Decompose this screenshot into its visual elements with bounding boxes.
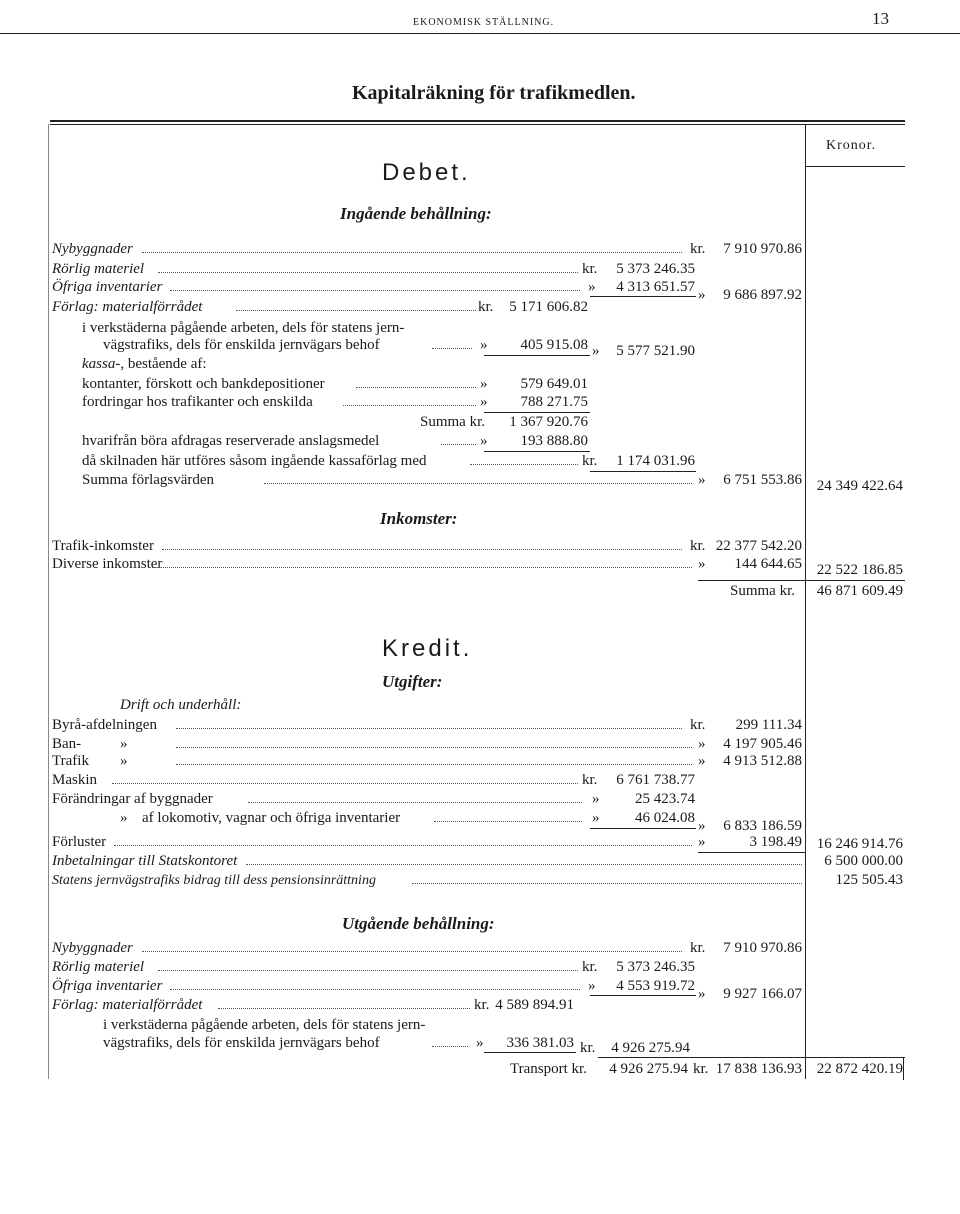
kr-mark: kr. [478, 299, 494, 315]
leader-dots [170, 290, 580, 291]
leader-dots [176, 747, 692, 748]
kr-mark: kr. [693, 1061, 709, 1077]
right-border-tick [903, 1058, 904, 1080]
row-label-byra: Byrå-afdelningen [52, 717, 157, 733]
value-summa-forlag: 6 751 553.86 [723, 472, 802, 488]
row-label-hvarifran: hvarifrån böra afdragas reserverade anslagsmedel [82, 433, 380, 449]
leader-dots [114, 845, 692, 846]
row-label-ban: Ban- [52, 736, 82, 752]
verkstader-text-1: i verkstäderna pågående arbeten, dels för statens jern- [103, 1017, 426, 1033]
sum-rule [590, 995, 696, 996]
leader-dots [248, 802, 582, 803]
transport-rule [598, 1057, 905, 1058]
value-verkstader: 336 381.03 [506, 1035, 574, 1051]
sum-rule [590, 296, 696, 297]
value-maskin-total: 6 833 186.59 [723, 818, 802, 834]
value-hvarifran: 193 888.80 [520, 433, 588, 449]
page-title: Kapitalräkning för trafikmedlen. [352, 82, 636, 104]
leader-dots [112, 783, 578, 784]
leader-dots [432, 1046, 468, 1047]
leader-dots [158, 272, 578, 273]
kr-mark: kr. [582, 261, 598, 277]
value-ban: 4 197 905.46 [723, 736, 802, 752]
row-label-diverse: Diverse inkomster [52, 556, 163, 572]
value-fordringar: 788 271.75 [520, 394, 588, 410]
value-nybyggnader: 7 910 970.86 [723, 241, 802, 257]
sum-rule [590, 471, 696, 472]
leader-dots [158, 970, 578, 971]
ditto-mark: » [588, 978, 596, 994]
kr-mark: kr. [582, 772, 598, 788]
value-forlag: 5 171 606.82 [509, 299, 588, 315]
row-label-summa-forlag: Summa förlagsvärden [82, 472, 215, 488]
table-top-rule [50, 120, 905, 122]
left-margin-line [48, 124, 49, 1079]
leader-dots [142, 252, 682, 253]
row-label-nybyggnader: Nybyggnader [52, 241, 133, 257]
leader-dots [218, 1008, 470, 1009]
sum-rule [590, 828, 696, 829]
value-summa-kassa: 1 367 920.76 [509, 414, 588, 430]
value-trafik-inkomster: 22 377 542.20 [715, 538, 802, 554]
value-forlag: 4 589 894.91 [495, 997, 574, 1013]
leader-dots [170, 989, 580, 990]
row-label-forlag: Förlag: materialförrådet [52, 299, 203, 315]
leader-dots [246, 864, 802, 865]
row-label-rorlig: Rörlig materiel [52, 959, 145, 975]
kronor-label: Kronor. [826, 138, 877, 153]
ingaende-heading: Ingående behållning: [340, 204, 492, 223]
leader-dots [142, 951, 682, 952]
value-transport-3: 22 872 420.19 [816, 1061, 903, 1077]
ditto-mark: » [588, 279, 596, 295]
value-forlag-total: 5 577 521.90 [616, 343, 695, 359]
kr-mark: kr. [580, 1040, 596, 1056]
kr-mark: kr. [690, 940, 706, 956]
value-ofriga: 4 313 651.57 [616, 279, 695, 295]
row-label-trafik: Trafik [52, 753, 89, 769]
value-transport-1: 4 926 275.94 [609, 1061, 688, 1077]
verkstader-text-2: vägstrafiks, dels för enskilda jernvägars behof [103, 337, 380, 353]
ditto-mark: » [592, 810, 600, 826]
row-label-statens: Statens jernvägstrafiks bidrag till dess pensionsinrättning [52, 873, 376, 888]
running-title: EKONOMISK STÄLLNING. [413, 17, 555, 28]
ditto-mark: » [480, 376, 488, 392]
ditto-mark: » [480, 394, 488, 410]
ditto-mark: » [698, 753, 706, 769]
leader-dots [434, 821, 582, 822]
leader-dots [264, 483, 692, 484]
ditto-mark: » [698, 818, 706, 834]
leader-dots [412, 883, 802, 884]
value-inkomster-total: 22 522 186.85 [816, 562, 903, 578]
ditto-mark: » [698, 834, 706, 850]
ditto-mark: » [698, 472, 706, 488]
leader-dots [356, 387, 476, 388]
kr-mark: kr. [690, 538, 706, 554]
value-inbetalningar: 6 500 000.00 [824, 853, 903, 869]
summa-label: Summa kr. [730, 583, 796, 599]
drift-heading: Drift och underhåll: [120, 697, 242, 713]
verkstader-text-1: i verkstäderna pågående arbeten, dels för statens jern- [82, 320, 405, 336]
sum-rule [698, 852, 806, 853]
sum-rule [484, 451, 590, 452]
kr-mark: kr. [474, 997, 490, 1013]
row-label-ofriga: Öfriga inventarier [52, 978, 163, 994]
kronor-underline [806, 166, 905, 167]
ditto-mark: » [698, 287, 706, 303]
inkomster-heading: Inkomster: [380, 509, 458, 528]
row-label-forlag: Förlag: materialförrådet [52, 997, 203, 1013]
ditto-mark: » [120, 753, 128, 769]
row-label-rorlig: Rörlig materiel [52, 261, 145, 277]
leader-dots [441, 444, 476, 445]
row-label-fordringar: fordringar hos trafikanter och enskilda [82, 394, 313, 410]
summa-label: Summa kr. [420, 414, 486, 430]
row-label-kontanter: kontanter, förskott och bankdepositioner [82, 376, 325, 392]
value-lokomotiv: 46 024.08 [635, 810, 695, 826]
utgaende-heading: Utgående behållning: [342, 914, 495, 933]
table-top-rule-thin [50, 124, 905, 125]
kr-mark: kr. [582, 453, 598, 469]
value-forluster: 3 198.49 [749, 834, 802, 850]
kr-mark: kr. [690, 717, 706, 733]
row-label-forluster: Förluster [52, 834, 107, 850]
value-verkstader: 405 915.08 [520, 337, 588, 353]
value-transport-2: 17 838 136.93 [715, 1061, 802, 1077]
value-ingaende-grand: 24 349 422.64 [816, 478, 903, 494]
transport-label: Transport kr. [510, 1061, 587, 1077]
value-rorlig: 5 373 246.35 [616, 261, 695, 277]
ditto-mark: » [698, 556, 706, 572]
ditto-mark: » [120, 810, 128, 826]
value-nybyggnader: 7 910 970.86 [723, 940, 802, 956]
utgifter-heading: Utgifter: [382, 672, 443, 691]
value-ofriga: 4 553 919.72 [616, 978, 695, 994]
row-label-da-skilnaden: då skilnaden här utföres såsom ingående kassaförlag med [82, 453, 427, 469]
value-trafik: 4 913 512.88 [723, 753, 802, 769]
row-label-ofriga: Öfriga inventarier [52, 279, 163, 295]
ditto-mark: » [120, 736, 128, 752]
leader-dots [432, 348, 472, 349]
column-divider-kronor [805, 124, 806, 1079]
leader-dots [176, 764, 692, 765]
leader-dots [176, 728, 682, 729]
row-label-nybyggnader: Nybyggnader [52, 940, 133, 956]
leader-dots [236, 310, 476, 311]
value-da-skilnaden: 1 174 031.96 [616, 453, 695, 469]
ditto-mark: » [698, 986, 706, 1002]
page-number: 13 [872, 9, 889, 28]
debet-heading: Debet. [382, 159, 471, 186]
ditto-mark: » [698, 736, 706, 752]
value-forlag-total: 4 926 275.94 [611, 1040, 690, 1056]
leader-dots [152, 567, 692, 568]
sum-rule [484, 1052, 576, 1053]
value-maskin: 6 761 738.77 [616, 772, 695, 788]
value-rorlig: 5 373 246.35 [616, 959, 695, 975]
kredit-heading: Kredit. [382, 635, 473, 662]
leader-dots [470, 464, 578, 465]
kassa-text: kassa-, bestående af: [82, 356, 207, 372]
header-rule [0, 33, 960, 34]
value-rorlig-total: 9 927 166.07 [723, 986, 802, 1002]
row-label-trafik-inkomster: Trafik-inkomster [52, 538, 154, 554]
value-debet-summa: 46 871 609.49 [816, 583, 903, 599]
row-label-inbetalningar: Inbetalningar till Statskontoret [52, 853, 238, 869]
verkstader-text-2: vägstrafiks, dels för enskilda jernvägars behof [103, 1035, 380, 1051]
sum-rule [698, 580, 905, 581]
value-kontanter: 579 649.01 [520, 376, 588, 392]
ditto-mark: » [592, 343, 600, 359]
kr-mark: kr. [582, 959, 598, 975]
ditto-mark: » [476, 1035, 484, 1051]
value-byra: 299 111.34 [735, 717, 802, 733]
value-rorlig-total: 9 686 897.92 [723, 287, 802, 303]
sum-rule [484, 355, 590, 356]
leader-dots [343, 405, 476, 406]
value-diverse: 144 644.65 [734, 556, 802, 572]
row-label-forandringar: Förändringar af byggnader [52, 791, 213, 807]
value-utgifter-total: 16 246 914.76 [816, 836, 903, 852]
row-label-maskin: Maskin [52, 772, 97, 788]
ditto-mark: » [480, 337, 488, 353]
row-label-lokomotiv: af lokomotiv, vagnar och öfriga inventarier [142, 810, 401, 826]
sum-rule [484, 412, 590, 413]
ditto-mark: » [480, 433, 488, 449]
kr-mark: kr. [690, 241, 706, 257]
value-forandringar: 25 423.74 [635, 791, 695, 807]
value-statens: 125 505.43 [835, 872, 903, 888]
leader-dots [162, 549, 682, 550]
ditto-mark: » [592, 791, 600, 807]
